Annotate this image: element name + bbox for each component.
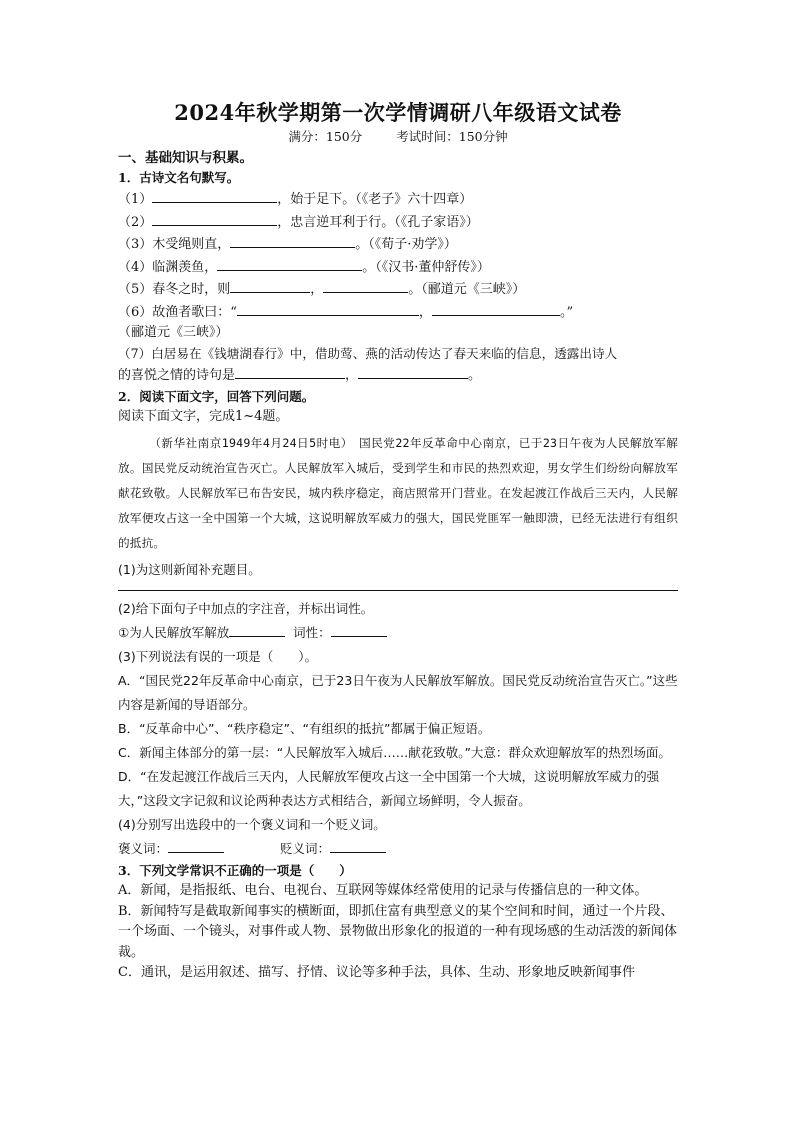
- q2-option-c: C．新闻主体部分的第一层：“人民解放军入城后……献花致敬。”大意：群众欢迎解放军的热烈场面。: [118, 745, 671, 760]
- q2-option-b: B．“反革命中心”、“秩序稳定”、“有组织的抵抗”都属于偏正短语。: [118, 721, 491, 736]
- answer-blank[interactable]: [331, 622, 387, 637]
- q1-line-4: （4）临渊羡鱼， 。（《汉书·董仲舒传》）: [118, 256, 678, 279]
- q1-title: 1．古诗文名句默写。: [118, 170, 240, 185]
- exam-subtitle: [118, 128, 678, 146]
- q2-title: 2．阅读下面文字，回答下列问题。: [118, 388, 315, 404]
- answer-blank[interactable]: [358, 364, 468, 379]
- q1-line-2: （2） ，忠言逆耳利于行。（《孔子家语》）: [118, 211, 678, 234]
- q2-sub-4-answer: 褒义词： 贬义词：: [118, 837, 678, 861]
- answer-blank[interactable]: [235, 364, 345, 379]
- q2-option-d: D．“在发起渡江作战后三天内，人民解放军便攻占这一全中国第一个大城，这说明解放军威力的强大，”这段文字记叙和议论两种表达方式相结合，新闻立场鲜明，令人振奋。: [118, 769, 660, 808]
- q2-option-a: A．“国民党22年反革命中心南京，已于23日午夜为人民解放军解放。国民党反动统治宣告灭亡。”这些内容是新闻的导语部分。: [118, 673, 678, 712]
- news-passage: （新华社南京1949年4月24日5时电） 国民党22年反革命中心南京，已于23日午夜为人民解放军解放。国民党反动统治宣告灭亡。人民解放军入城后，受到学生和市民的热烈欢迎，男女学生们纷纷向解放军献花致敬。人民解放军已布告安民，城内秩序稳定，商店照常开门营业。在发起渡江作战后三天内，人民解放军便攻占这一全中国第一个大城，这说明解放军威力的强大，国民党匪军一触即溃，已经无法进行有组织的抵抗。: [118, 436, 678, 550]
- q1-line-1: （1） ，始于足下。（《老子》六十四章）: [118, 188, 678, 211]
- answer-blank[interactable]: [168, 838, 224, 853]
- answer-blank[interactable]: [152, 211, 277, 226]
- answer-blank[interactable]: [229, 622, 285, 637]
- q2-sub-2: (2)给下面句子中加点的字注音，并标出词性。: [118, 601, 374, 616]
- exam-title: 2024年秋学期第一次学情调研八年级语文试卷: [174, 100, 622, 125]
- answer-blank[interactable]: [330, 838, 386, 853]
- answer-blank[interactable]: [432, 301, 560, 316]
- q1-line-7: （7）白居易在《钱塘湖春行》中，借助莺、燕的活动传达了春天来临的信息，透露出诗人: [118, 345, 618, 361]
- answer-blank[interactable]: [323, 278, 408, 293]
- exam-time: 考试时间：150分钟: [396, 129, 508, 144]
- answer-line[interactable]: [118, 590, 678, 591]
- q2-sub-1: (1)为这则新闻补充题目。: [118, 562, 261, 577]
- q2-sub-3: (3)下列说法有误的一项是（ ）。: [118, 649, 317, 664]
- answer-blank[interactable]: [237, 301, 419, 316]
- answer-blank[interactable]: [217, 256, 362, 271]
- section-heading: 一、基础知识与积累。: [118, 150, 253, 166]
- q1-line-6: （6）故渔者歌曰：“ ， 。”: [118, 301, 678, 324]
- q1-line-7-answer: 的喜悦之情的诗句是 ， 。: [118, 364, 678, 387]
- q1-line-6-source: （郦道元《三峡》）: [118, 325, 229, 340]
- answer-blank[interactable]: [152, 188, 277, 203]
- q2-intro: 阅读下面文字，完成1~4题。: [118, 408, 289, 424]
- q1-line-5: （5）春冬之时，则 ， 。（郦道元《三峡》）: [118, 278, 678, 301]
- q2-sub-2-item: ①为人民解放军解放 词性：: [118, 621, 678, 645]
- full-score: 满分：150分: [288, 129, 363, 144]
- q3-option-b: B．新闻特写是截取新闻事实的横断面，即抓住富有典型意义的某个空间和时间，通过一个片段、一个场面、一个镜头，对事件或人物、景物做出形象化的报道的一种有现场感的生动活泼的新闻体裁。: [118, 903, 678, 960]
- q2-sub-4: (4)分别写出选段中的一个褒义词和一个贬义词。: [118, 817, 386, 832]
- answer-blank[interactable]: [230, 233, 355, 248]
- exam-page: [118, 98, 678, 984]
- q1-line-3: （3）木受绳则直， 。（《荀子·劝学》）: [118, 233, 678, 256]
- q3-title: 3．下列文学常识不正确的一项是（ ）: [118, 863, 352, 878]
- q3-option-c: C．通讯，是运用叙述、描写、抒情、议论等多种手法，具体、生动、形象地反映新闻事件: [118, 965, 635, 980]
- q3-option-a: A．新闻，是指报纸、电台、电视台、互联网等媒体经常使用的记录与传播信息的一种文体。: [118, 883, 648, 898]
- answer-blank[interactable]: [230, 278, 310, 293]
